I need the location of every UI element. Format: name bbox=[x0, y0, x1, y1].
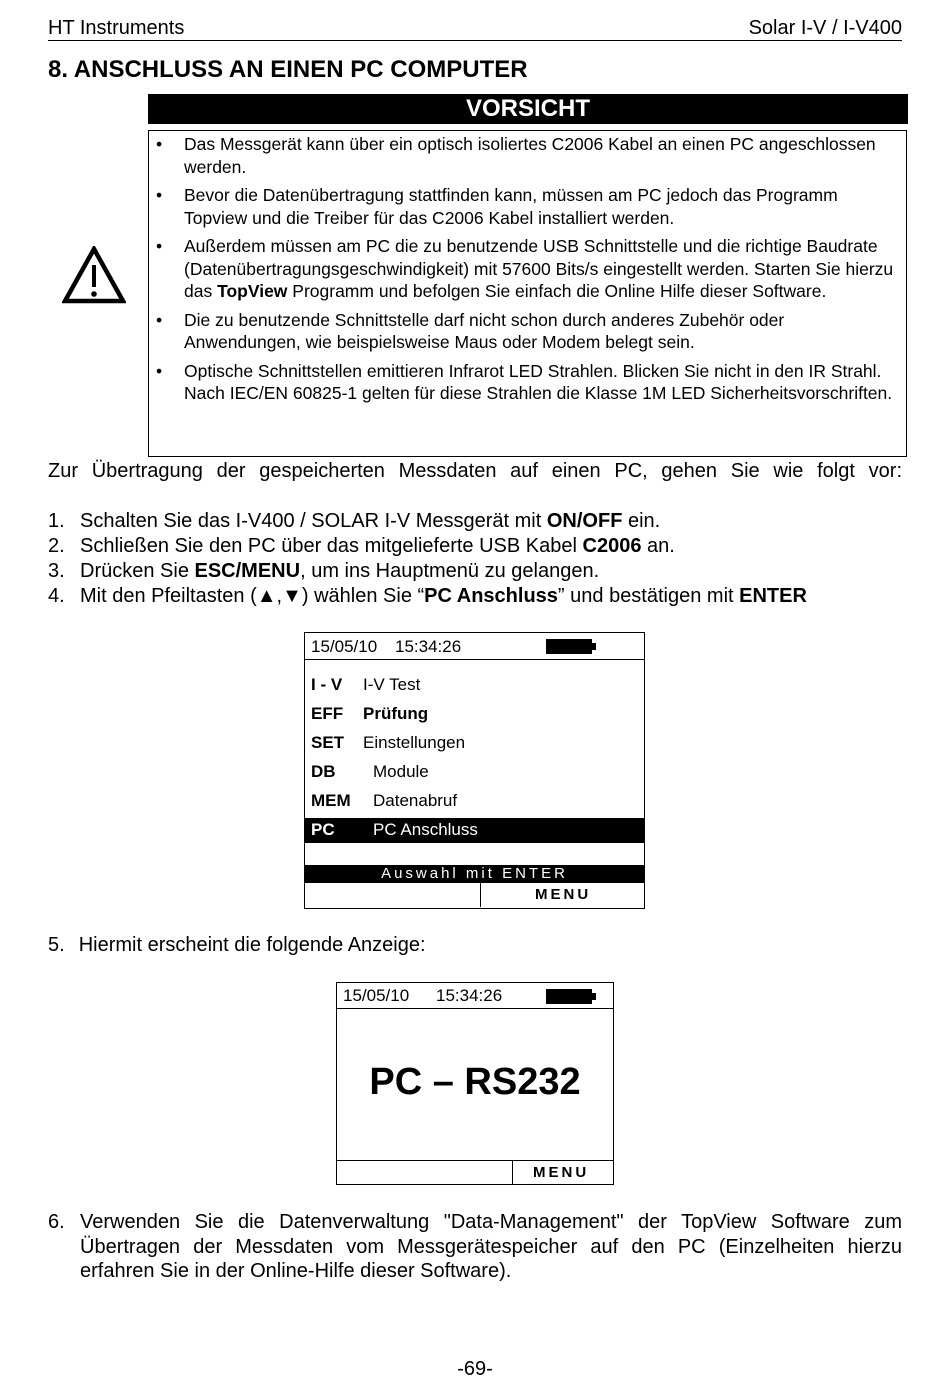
menu-item-pc-selected[interactable] bbox=[305, 818, 644, 842]
battery-icon bbox=[546, 639, 592, 654]
screen-status-message: Auswahl mit ENTER bbox=[305, 865, 644, 883]
steps-list bbox=[48, 509, 902, 609]
device-screen-pc bbox=[336, 982, 614, 1185]
menu-item-label: PC Anschluss bbox=[373, 820, 478, 839]
softkey-divider bbox=[480, 883, 481, 907]
caution-bullet: • Die zu benutzende Schnittstelle darf nicht schon durch anderes Zubehör oder Anwendungen, wie beispielsweise Maus oder Modem belegt sein. bbox=[156, 309, 785, 352]
caution-bullet: • Außerdem müssen am PC die zu benutzende USB Schnittstelle und die richtige Baudrate (Datenübertragungsgeschwindigkeit) mit 57600 Bits/s eingestellt werden. Starten Sie hierzu das TopView Programm und befolgen Sie einfach die Online Hilfe dieser Software. bbox=[156, 236, 894, 301]
step-item: 6. Verwenden Sie die Datenverwaltung "Data-Management" der TopView Software zum Übertragen der Messdaten vom Messgerätespeicher auf den PC (Einzelheiten hierzu erfahren Sie in der Online-Hilfe dieser Software). bbox=[48, 1211, 902, 1282]
screen-time: 15:34:26 bbox=[436, 986, 503, 1005]
header-divider bbox=[48, 40, 902, 41]
section-title: 8. ANSCHLUSS AN EINEN PC COMPUTER bbox=[48, 56, 528, 83]
screen-big-text: PC – RS232 bbox=[369, 1061, 581, 1103]
menu-item-eff[interactable]: EFF Prüfung bbox=[311, 704, 429, 723]
menu-item-mem[interactable]: MEM Datenabruf bbox=[311, 791, 458, 810]
screen-status-bar bbox=[337, 983, 613, 1009]
softkey-divider bbox=[512, 1161, 513, 1185]
menu-item-db[interactable]: DB Module bbox=[311, 762, 429, 781]
battery-icon bbox=[546, 989, 592, 1004]
softkey-bar bbox=[337, 1160, 613, 1185]
caution-title: VORSICHT bbox=[148, 94, 908, 124]
menu-softkey[interactable]: MENU bbox=[533, 1164, 590, 1181]
step-item: 1. Schalten Sie das I-V400 / SOLAR I-V Messgerät mit ON/OFF ein. bbox=[48, 510, 661, 532]
screen-date: 15/05/10 bbox=[311, 637, 378, 656]
intro-text: Zur Übertragung der gespeicherten Messdaten auf einen PC, gehen Sie wie folgt vor: bbox=[48, 460, 902, 482]
step-item: 3. Drücken Sie ESC/MENU, um ins Hauptmenü zu gelangen. bbox=[48, 560, 600, 582]
menu-softkey[interactable]: MENU bbox=[535, 886, 592, 903]
caution-bullet-list bbox=[152, 133, 902, 411]
warning-triangle-icon bbox=[62, 246, 126, 309]
header-left: HT Instruments bbox=[48, 17, 185, 39]
screen-status-bar bbox=[305, 633, 644, 660]
softkey-bar bbox=[305, 883, 644, 907]
page-number: -69- bbox=[457, 1358, 493, 1380]
menu-item-iv[interactable]: I - V I-V Test bbox=[311, 675, 421, 694]
caution-bullet: • Bevor die Datenübertragung stattfinden kann, müssen am PC jedoch das Programm Topview und die Treiber für das C2006 Kabel installiert werden. bbox=[156, 185, 838, 228]
step-item: 4. Mit den Pfeiltasten (▲,▼) wählen Sie “PC Anschluss” und bestätigen mit ENTER bbox=[48, 585, 807, 607]
step-item: 5. Hiermit erscheint die folgende Anzeige: bbox=[48, 934, 426, 956]
menu-item-set[interactable]: SET Einstellungen bbox=[311, 733, 466, 752]
menu-item-code: PC bbox=[311, 820, 335, 839]
screen-date: 15/05/10 bbox=[343, 986, 410, 1005]
device-screen-menu bbox=[304, 632, 645, 909]
caution-bullet: • Optische Schnittstellen emittieren Infrarot LED Strahlen. Blicken Sie nicht in den IR Strahl. Nach IEC/EN 60825-1 gelten für diese Strahlen die Klasse 1M LED Sicherheitsvorschriften. bbox=[156, 360, 893, 403]
screen-divider bbox=[305, 842, 644, 843]
step-item: 2. Schließen Sie den PC über das mitgelieferte USB Kabel C2006 an. bbox=[48, 535, 675, 557]
screen-time: 15:34:26 bbox=[395, 637, 462, 656]
header-right: Solar I-V / I-V400 bbox=[748, 17, 902, 39]
caution-bullet: • Das Messgerät kann über ein optisch isoliertes C2006 Kabel an einen PC angeschlossen werden. bbox=[156, 134, 876, 177]
